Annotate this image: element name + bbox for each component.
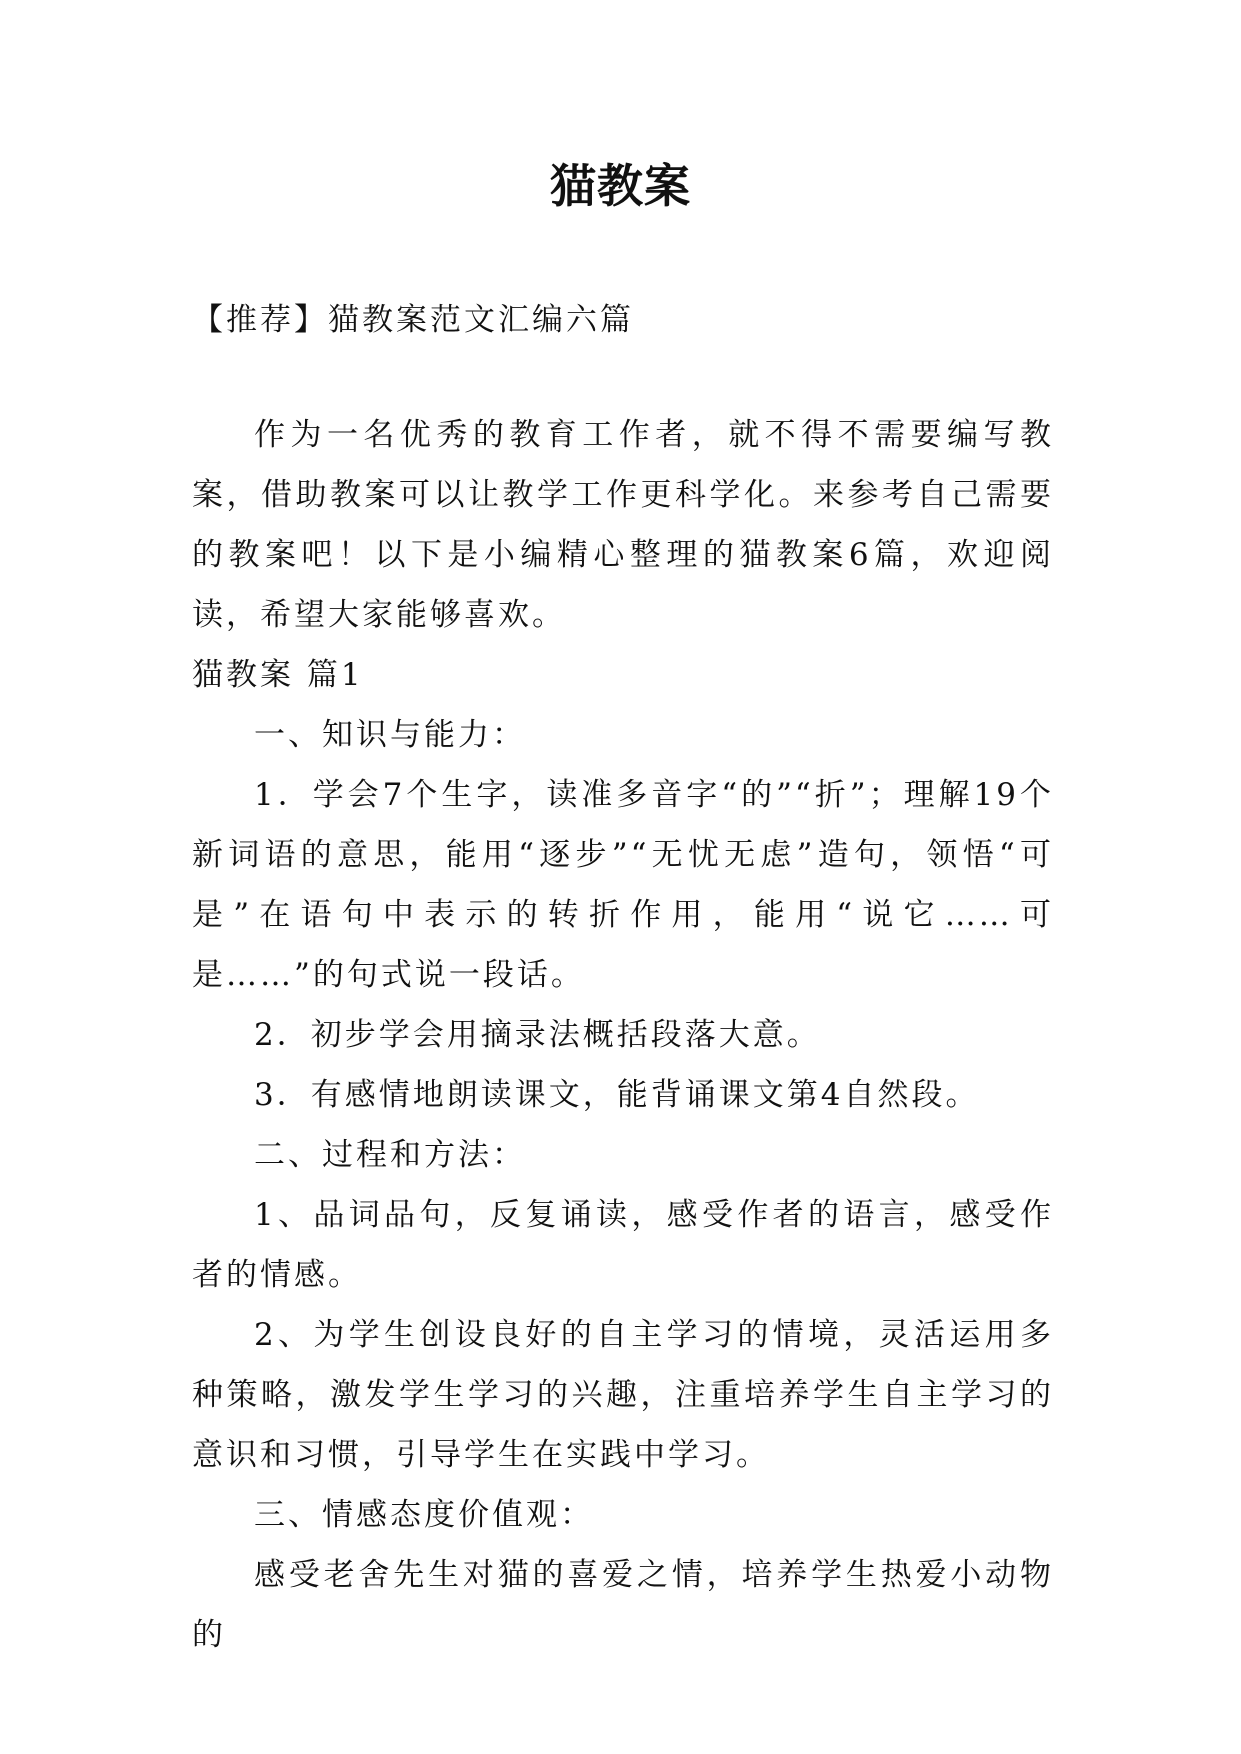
document-title: 猫教案 [550, 159, 691, 213]
objective-item: 感受老舍先生对猫的喜爱之情，培养学生热爱小动物的 [192, 1557, 1054, 1653]
objective-item: 1、品词品句，反复诵读，感受作者的语言，感受作者的情感。 [192, 1197, 1054, 1293]
objective-item: 1．学会7个生字，读准多音字“的”“折”；理解19个新词语的意思，能用“逐步”“无忧无虑”造句，领悟“可是”在语句中表示的转折作用，能用“说它……可是……”的句式说一段话。 [192, 777, 1054, 993]
document-subtitle: 【推荐】猫教案范文汇编六篇 [192, 302, 634, 338]
document-body [192, 405, 1054, 1665]
objective-heading: 二、过程和方法： [254, 1137, 526, 1173]
objective-heading: 三、情感态度价值观： [254, 1497, 594, 1533]
objective-heading: 一、知识与能力： [254, 717, 526, 753]
objective-item: 2、为学生创设良好的自主学习的情境，灵活运用多种策略，激发学生学习的兴趣，注重培养学生自主学习的意识和习惯，引导学生在实践中学习。 [192, 1317, 1054, 1473]
intro-paragraph: 作为一名优秀的教育工作者，就不得不需要编写教案，借助教案可以让教学工作更科学化。来参考自己需要的教案吧！以下是小编精心整理的猫教案6篇，欢迎阅读，希望大家能够喜欢。 [192, 417, 1054, 633]
objective-item: 2．初步学会用摘录法概括段落大意。 [254, 1017, 821, 1053]
objective-item: 3．有感情地朗读课文，能背诵课文第4自然段。 [254, 1077, 980, 1113]
section-heading: 猫教案 篇1 [192, 657, 364, 693]
